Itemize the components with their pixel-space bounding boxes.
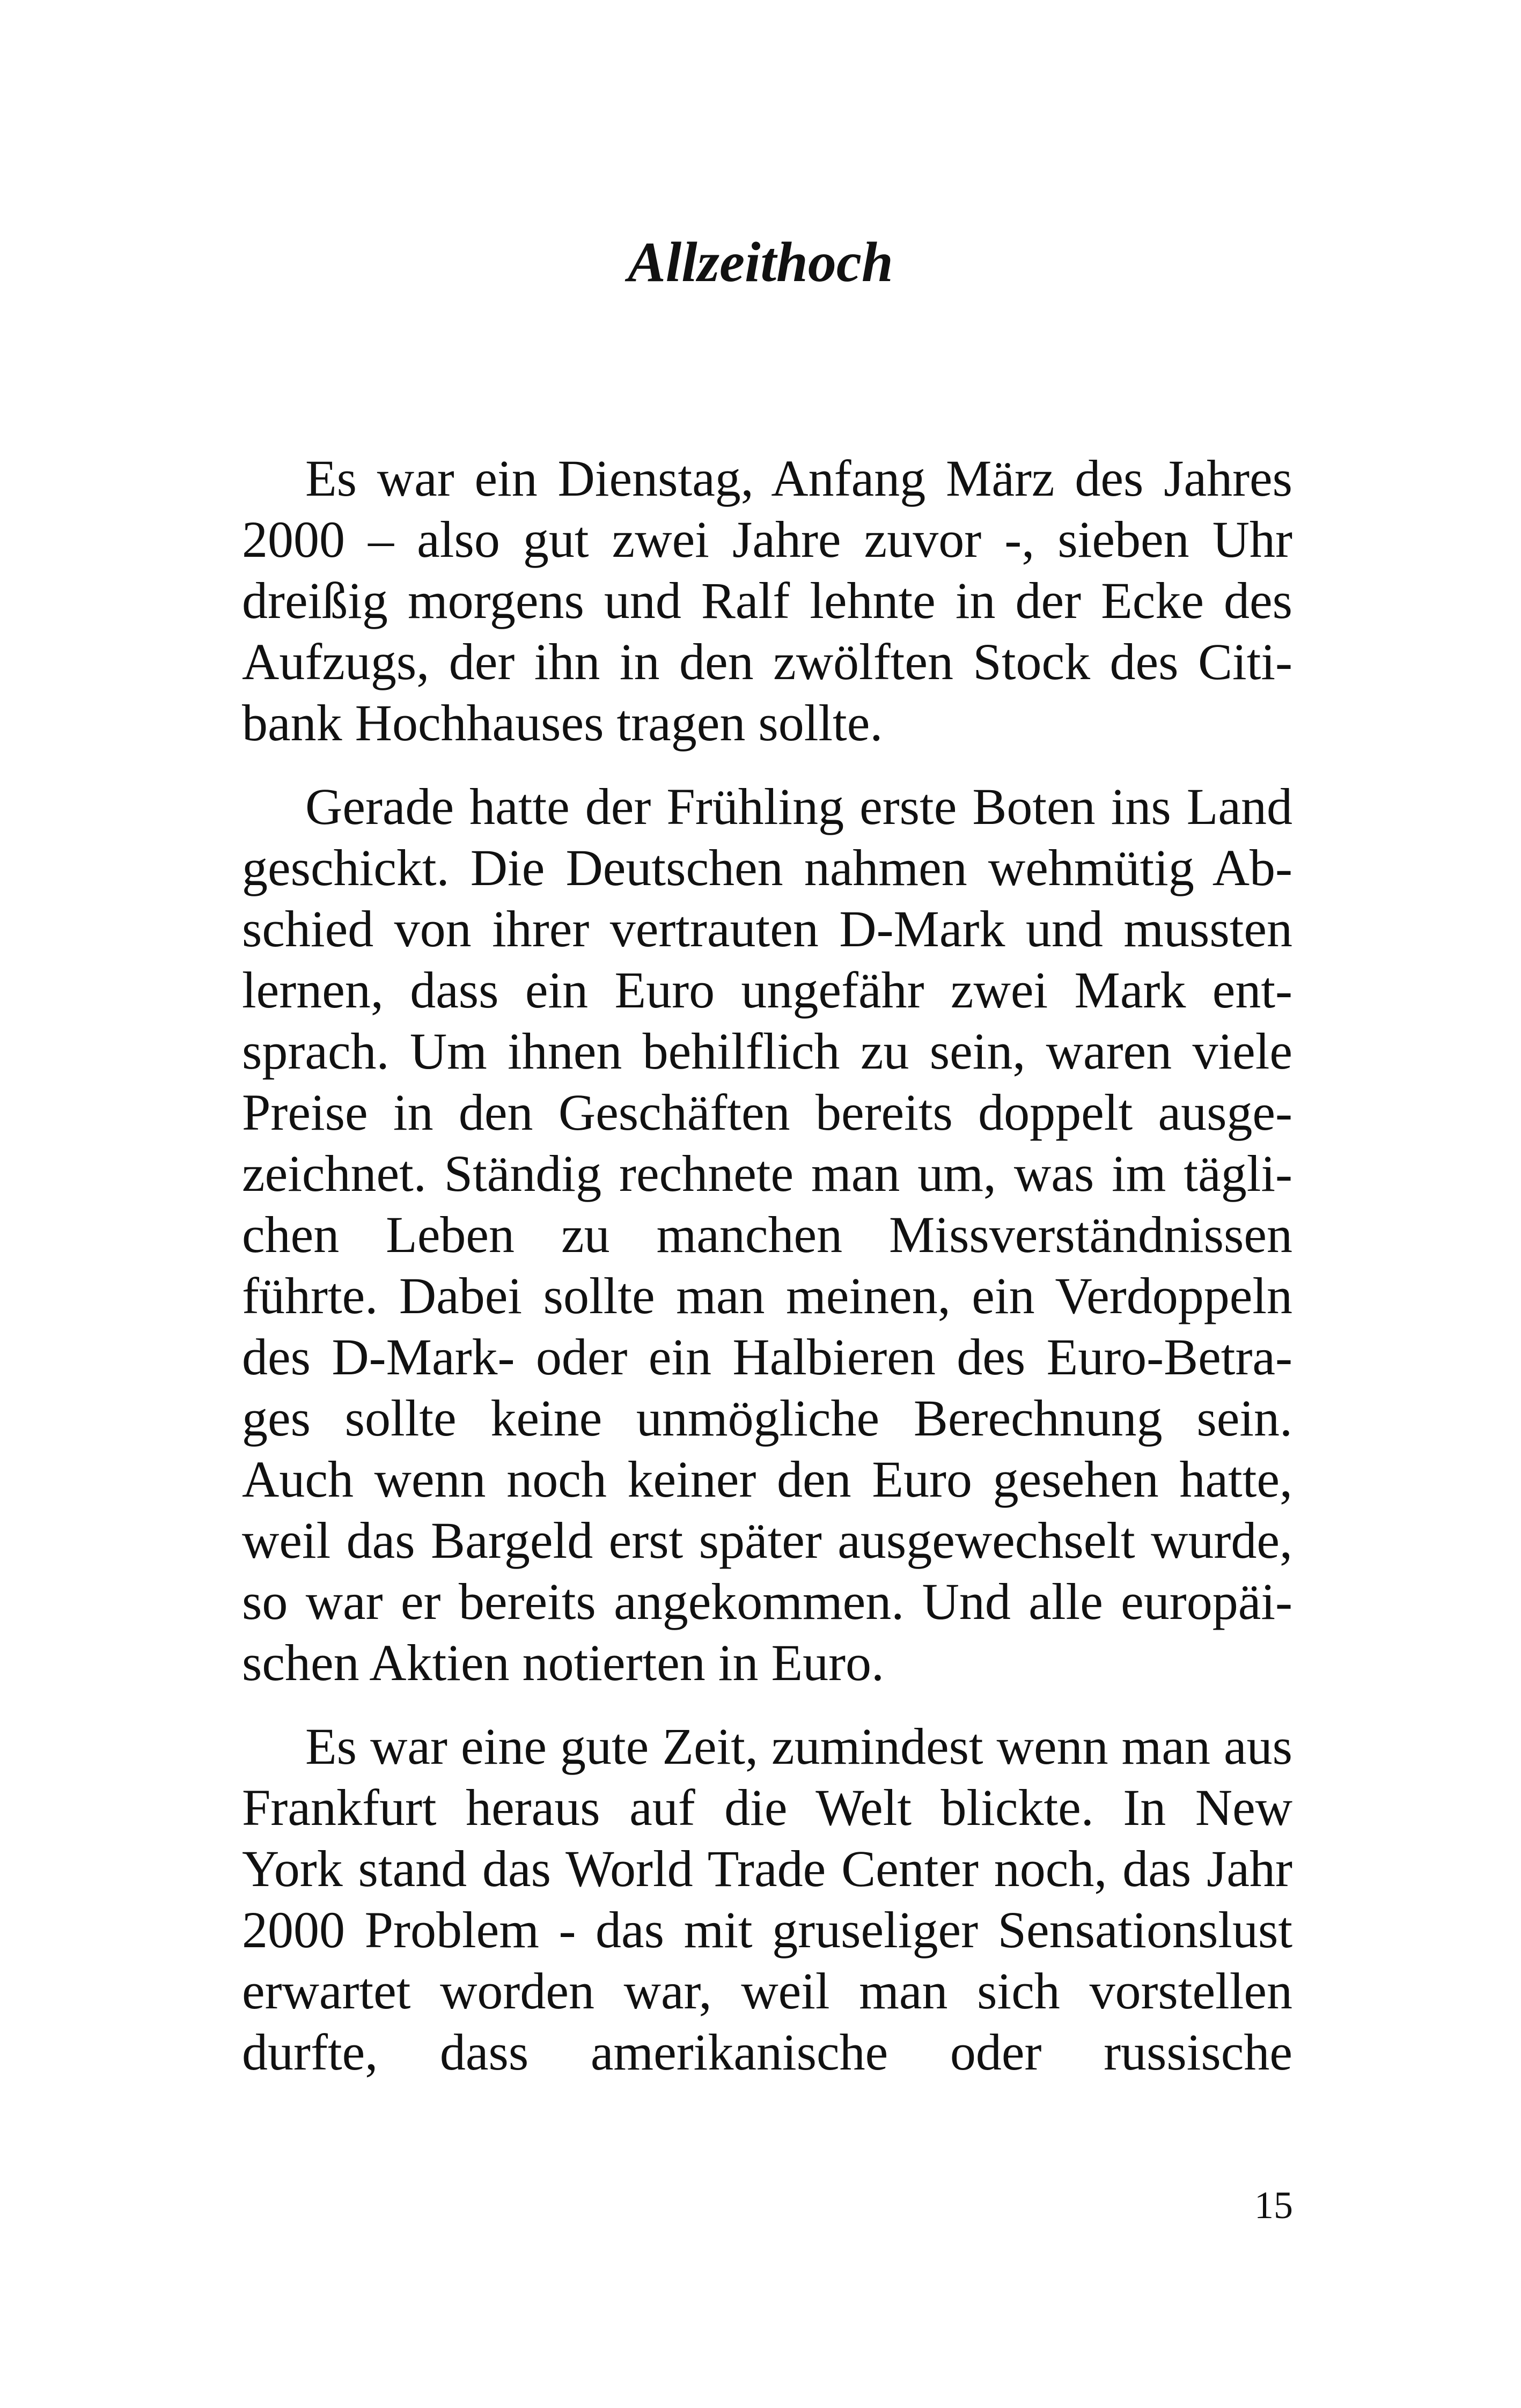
text-line: weil das Bargeld erst später ausgewechselt wurde, — [242, 1512, 1292, 1569]
text-line: Auch wenn noch keiner den Euro gesehen hatte, — [242, 1450, 1292, 1508]
text-line: Preise in den Geschäften bereits doppelt ausge- — [242, 1084, 1292, 1141]
text-line: so war er bereits angekommen. Und alle europäi- — [242, 1573, 1292, 1630]
text-line: Es war eine gute Zeit, zumindest wenn man aus — [305, 1718, 1292, 1775]
text-line: führte. Dabei sollte man meinen, ein Verdoppeln — [242, 1267, 1292, 1324]
paragraph — [242, 1716, 1292, 2083]
text-line: ges sollte keine unmögliche Berechnung sein. — [242, 1389, 1292, 1447]
text-line: 2000 – also gut zwei Jahre zuvor -, sieben Uhr — [242, 511, 1292, 568]
text-line: bank Hochhauses tragen sollte. — [242, 694, 883, 752]
page-number: 15 — [1254, 2184, 1293, 2227]
text-line: chen Leben zu manchen Missverständnissen — [242, 1206, 1292, 1263]
text-line: York stand das World Trade Center noch, das Jahr — [242, 1840, 1292, 1897]
text-line: sprach. Um ihnen behilflich zu sein, waren viele — [242, 1022, 1292, 1080]
paragraph — [242, 448, 1292, 754]
text-line: Gerade hatte der Frühling erste Boten ins Land — [305, 778, 1292, 835]
text-line: schen Aktien notierten in Euro. — [242, 1634, 885, 1691]
body-text — [242, 448, 1292, 2105]
text-line: Es war ein Dienstag, Anfang März des Jahres — [305, 450, 1292, 507]
text-line: des D-Mark- oder ein Halbieren des Euro-Betra- — [242, 1328, 1292, 1386]
text-line: zeichnet. Ständig rechnete man um, was im tägli- — [242, 1145, 1292, 1202]
paragraph — [242, 776, 1292, 1693]
text-line: durfte, dass amerikanische oder russische — [242, 2023, 1292, 2081]
chapter-title: Allzeithoch — [628, 231, 893, 293]
text-line: dreißig morgens und Ralf lehnte in der Ecke des — [242, 572, 1292, 629]
text-line: 2000 Problem - das mit gruseliger Sensationslust — [242, 1901, 1292, 1958]
text-line: Aufzugs, der ihn in den zwölften Stock des Citi- — [242, 633, 1292, 690]
text-line: Frankfurt heraus auf die Welt blickte. In New — [242, 1779, 1292, 1836]
text-line: geschickt. Die Deutschen nahmen wehmütig Ab- — [242, 839, 1292, 896]
text-line: lernen, dass ein Euro ungefähr zwei Mark ent- — [242, 961, 1292, 1019]
text-line: schied von ihrer vertrauten D-Mark und mussten — [242, 900, 1292, 958]
text-line: erwartet worden war, weil man sich vorstellen — [242, 1962, 1292, 2020]
